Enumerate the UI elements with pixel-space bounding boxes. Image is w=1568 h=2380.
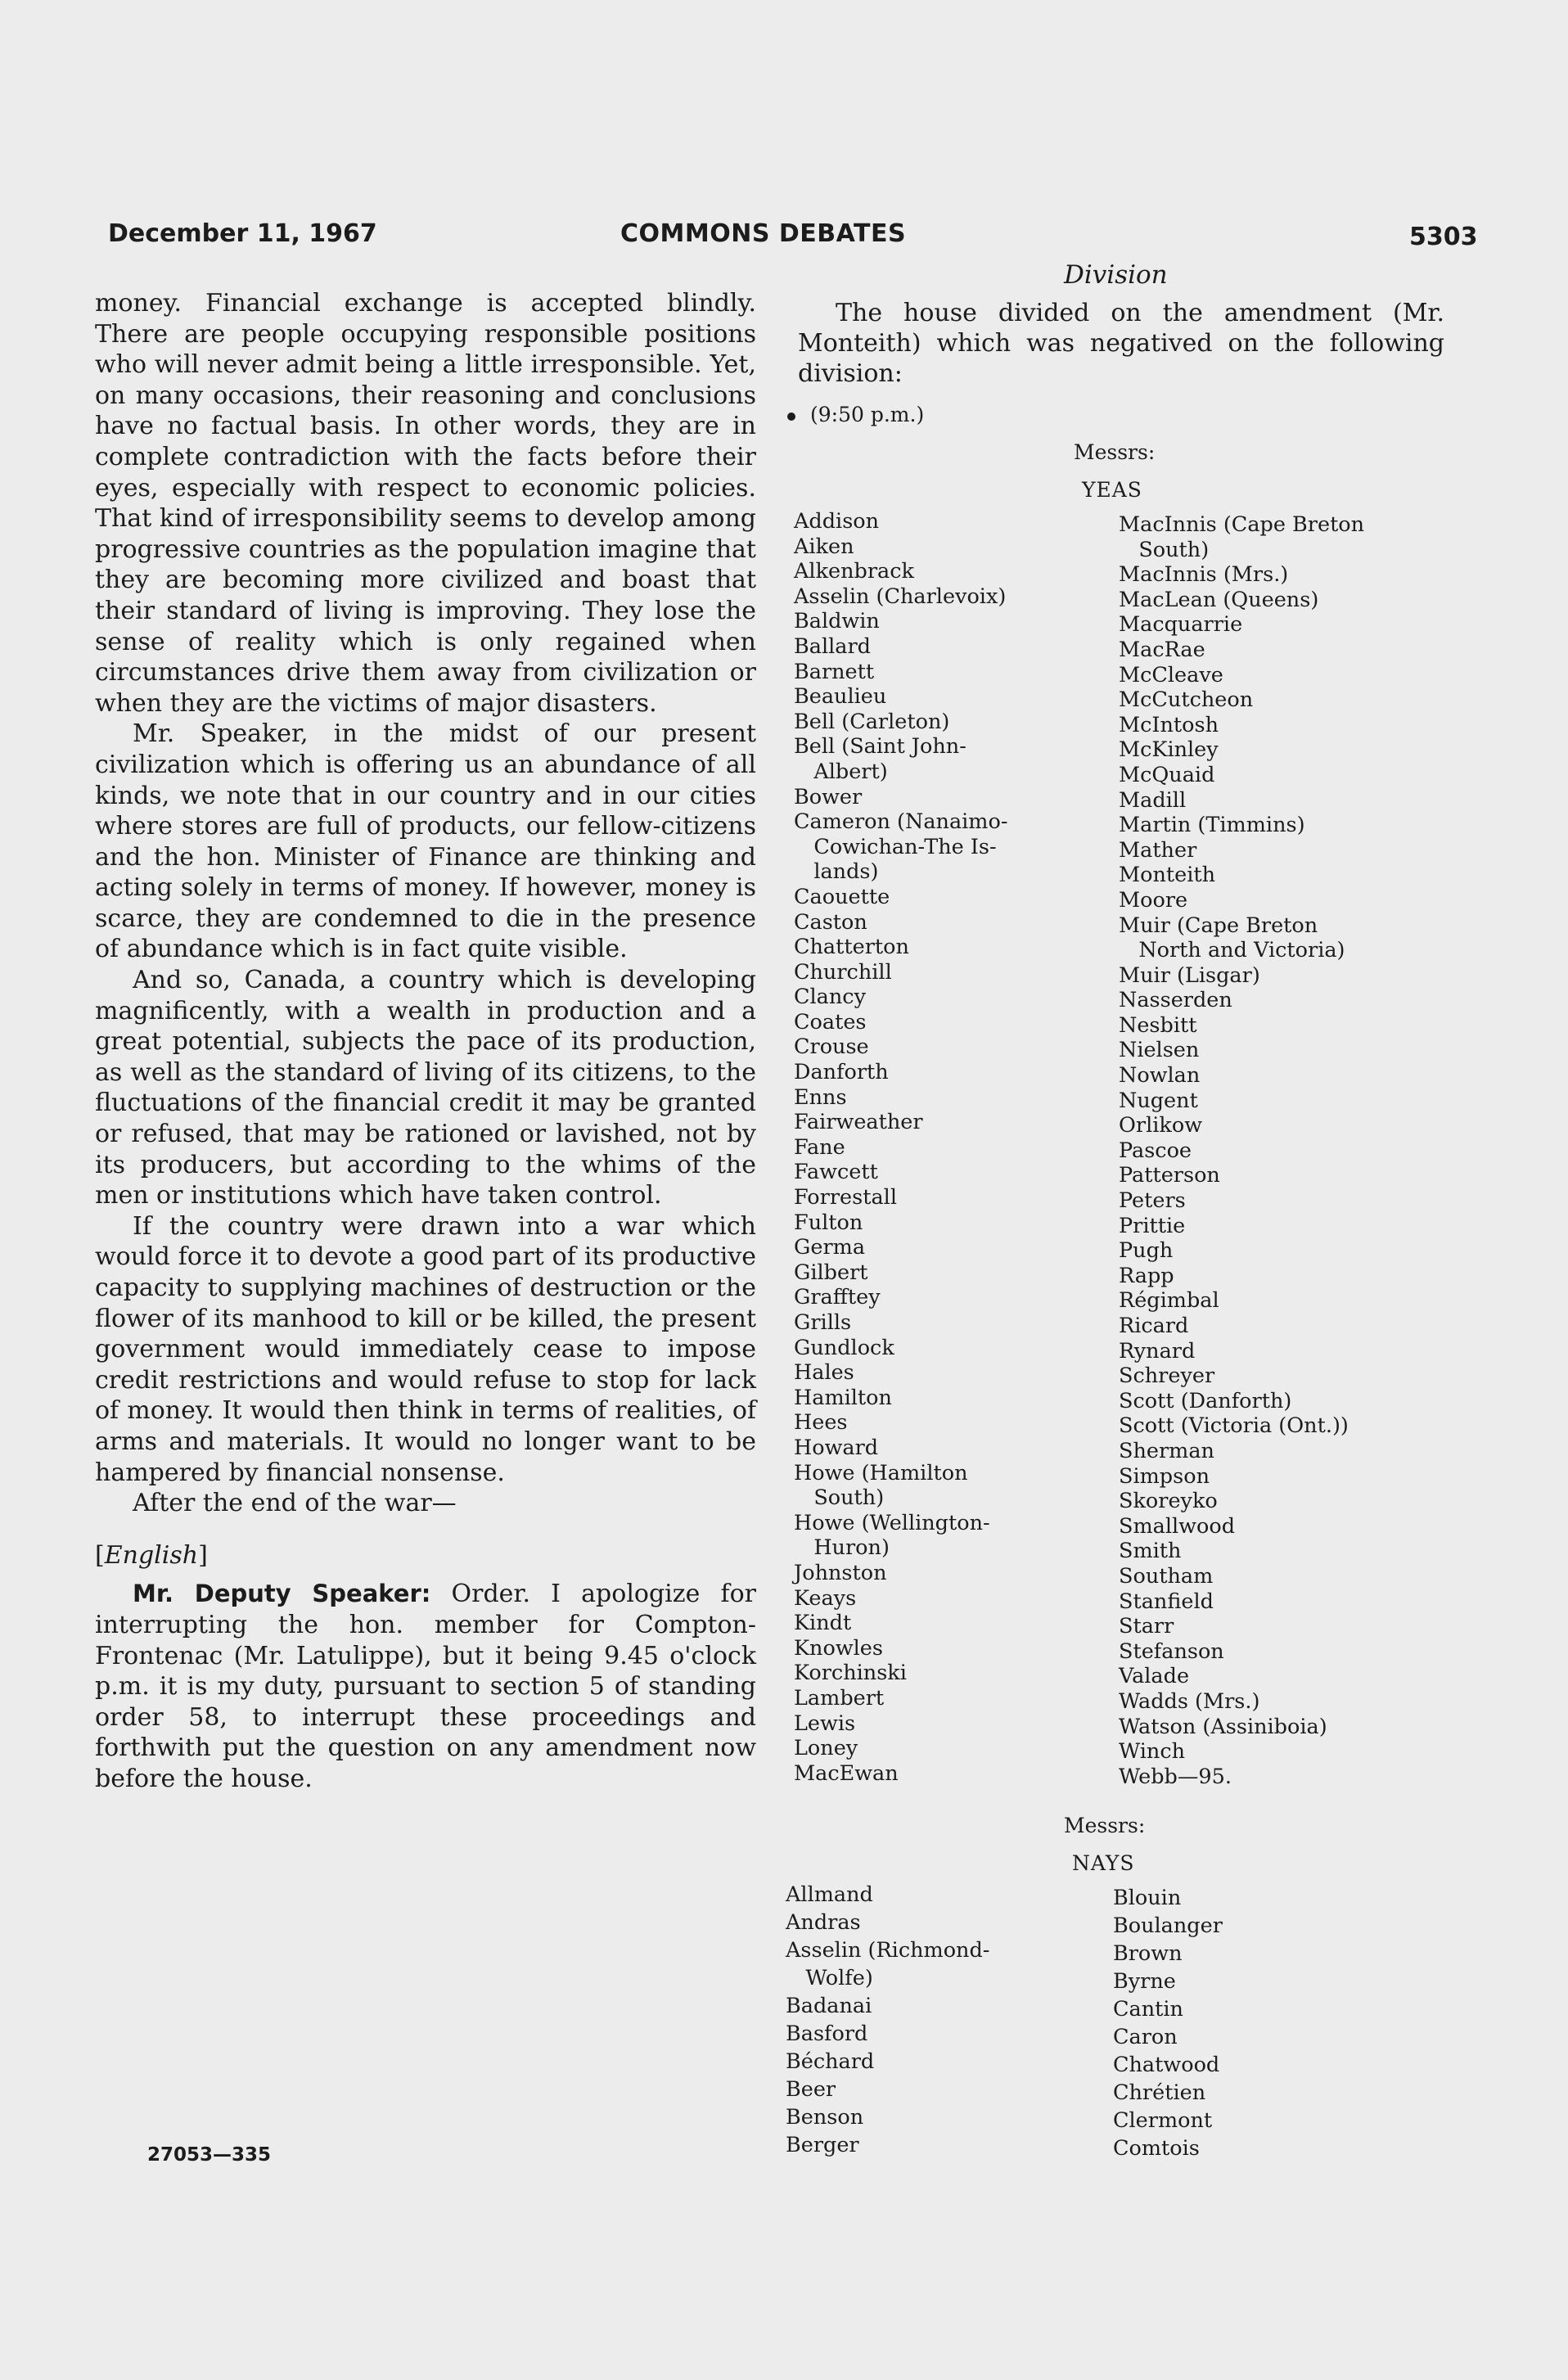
member-name: Baldwin [794,609,880,634]
member-name: Brown [1113,1941,1183,1966]
member-name: Simpson [1119,1463,1210,1489]
language-note: [English] [95,1540,208,1570]
member-name: Kindt [794,1611,852,1636]
member-name: Boulanger [1113,1913,1223,1938]
member-name: Caston [794,909,867,935]
member-name: Winch [1119,1739,1186,1765]
member-name: Hees [794,1410,848,1436]
member-name: Benson [786,2105,864,2130]
member-name: McCutcheon [1119,687,1254,713]
member-name: Nesbitt [1119,1012,1197,1038]
member-name: Allmand [786,1882,873,1907]
member-name: Bell (Carleton) [794,709,950,734]
member-name: Skoreyko [1119,1489,1218,1514]
member-name: MacEwan [794,1760,899,1786]
member-name: Howe (Hamilton [794,1460,968,1485]
member-name: Forrestall [794,1185,897,1210]
member-name: Monteith [1119,863,1216,888]
member-name: Nielsen [1119,1038,1200,1063]
nays-column-1 [786,1881,989,2159]
member-name: Caouette [794,884,890,909]
member-name: Barnett [794,659,875,684]
paragraph: money. Financial exchange is accepted blindly. There are people occupying responsible positions who will never admit being a little irresponsible. Yet, on many occasions, their reasoning and conclusions have no factual basis. In other words, they are in complete contradiction with the facts before their eyes, especially with respect to economic policies. That kind of irresponsibility seems to develop among progressive countries as the population imagine that they are becoming more civilized and boast that their standard of living is improving. They lose the sense of reality which is only regained when circumstances drive them away from civilization or when they are the victims of major disasters. [95,289,756,718]
member-name: Cantin [1113,1997,1183,2022]
member-name: Nugent [1119,1088,1198,1113]
member-name: Chatterton [794,935,909,960]
member-name: Danforth [794,1060,889,1085]
member-name: McIntosh [1119,712,1219,737]
division-title: Division [1064,260,1168,290]
header-date: December 11, 1967 [108,219,377,248]
member-name: Berger [786,2133,859,2157]
paragraph: After the end of the war— [133,1489,457,1518]
member-name: Mather [1119,837,1197,863]
member-name: Nowlan [1119,1063,1201,1089]
member-name: Schreyer [1119,1364,1215,1389]
member-name: North and Victoria) [1119,938,1345,963]
member-name: Watson (Assiniboia) [1119,1714,1327,1739]
member-name: South) [1119,537,1210,562]
member-name: MacLean (Queens) [1119,587,1319,612]
member-name: Albert) [794,759,888,784]
member-name: McQuaid [1119,762,1215,787]
member-name: McCleave [1119,662,1223,687]
member-name: Smallwood [1119,1513,1236,1539]
page-number: 5303 [1409,223,1478,251]
member-name: Grills [794,1310,852,1335]
member-name: Crouse [794,1034,869,1060]
member-name: Asselin (Richmond- [786,1938,990,1963]
member-name: Beer [786,2077,836,2102]
member-name: lands) [794,859,879,885]
division-intro: The house divided on the amendment (Mr. Monteith) which was negatived on the following division: [798,299,1444,388]
member-name: Stefanson [1119,1639,1224,1664]
speaker-text: Order. I apologize for interrupting the hon. member for Compton-Frontenac (Mr. Latulippe), but it being 9.45 o'clock p.m. it is my duty, pursuant to section 5 of standing order 58, to interrupt these proceedings and forthwith put the question on any amendment now before the house. [95,1580,757,1793]
nays-label: Messrs: [1064,1814,1146,1837]
yeas-label: Messrs: [1074,440,1156,464]
member-name: Keays [794,1585,857,1611]
yeas-column-1 [794,509,1007,1786]
member-name: Clermont [1113,2108,1213,2133]
member-name: Muir (Cape Breton [1119,913,1318,938]
member-name: Andras [786,1910,861,1935]
member-name: Germa [794,1235,866,1260]
member-name: Valade [1119,1664,1190,1689]
member-name: Wolfe) [786,1966,873,1990]
member-name: MacInnis (Cape Breton [1119,512,1365,537]
member-name: Macquarrie [1119,612,1243,638]
language-note-text: English [104,1540,199,1570]
yeas-heading: YEAS [1082,478,1142,502]
member-name: Howe (Wellington- [794,1510,990,1535]
member-name: Fulton [794,1210,863,1235]
member-name: Byrne [1113,1969,1176,1994]
member-name: Fane [794,1134,845,1160]
member-name: Gilbert [794,1260,868,1285]
member-name: Comtois [1113,2136,1200,2161]
member-name: Southam [1119,1563,1214,1589]
member-name: Asselin (Charlevoix) [794,584,1007,609]
member-name: South) [794,1485,885,1511]
member-name: Bower [794,784,863,809]
member-name: Gundlock [794,1335,894,1360]
member-name: Basford [786,2022,868,2046]
member-name: Alkenbrack [794,559,914,584]
member-name: Martin (Timmins) [1119,813,1305,838]
speaker-label: Mr. Deputy Speaker: [133,1580,431,1608]
member-name: Moore [1119,887,1188,913]
member-name: Rapp [1119,1263,1174,1288]
member-name: Scott (Victoria (Ont.)) [1119,1413,1349,1439]
footer-code: 27053—335 [147,2144,272,2166]
division-text [798,298,1444,389]
member-name: Chatwood [1113,2053,1220,2077]
member-name: Béchard [786,2049,875,2074]
member-name: Hamilton [794,1385,892,1410]
nays-heading: NAYS [1072,1851,1135,1875]
left-column-text [95,288,756,1795]
member-name: Sherman [1119,1438,1214,1463]
member-name: Wadds (Mrs.) [1119,1688,1260,1714]
bullet-icon [787,412,795,421]
member-name: Ricard [1119,1314,1189,1338]
member-name: Pugh [1119,1238,1174,1264]
member-name: Huron) [794,1535,890,1561]
member-name: Muir (Lisgar) [1119,962,1260,988]
header-title: COMMONS DEBATES [620,219,907,248]
division-time-text: (9:50 p.m.) [810,403,925,426]
paragraph: If the country were drawn into a war which would force it to devote a good part of its productive capacity to supplying machines of destruction or the flower of its manhood to kill or be killed, the present government would immediately cease to impose credit restrictions and would refuse to stop for lack of money. It would then think in terms of realities, of arms and materials. It would no longer want to be hampered by financial nonsense. [95,1211,756,1487]
member-name: Fairweather [794,1110,923,1135]
member-name: Addison [794,509,880,534]
member-name: Blouin [1113,1886,1182,1910]
member-name: Churchill [794,959,892,985]
member-name: Ballard [794,633,871,659]
member-name: Pascoe [1119,1138,1192,1163]
member-name: Caron [1113,2025,1178,2049]
member-name: Aiken [794,534,854,559]
member-name: Nasserden [1119,988,1232,1013]
member-name: Grafftey [794,1285,881,1310]
member-name: Prittie [1119,1213,1186,1238]
member-name: Loney [794,1736,858,1761]
paragraph: And so, Canada, a country which is developing magnificently, with a wealth in production and a great potential, subjects the pace of its production, as well as the standard of living of its citizens, to the fluctuations of the financial credit it may be granted or refused, that may be rationed or lavished, not by its producers, but according to the whims of the men or institutions which have taken control. [95,966,756,1210]
member-name: Cowichan-The Is- [794,834,997,859]
member-name: Johnston [794,1560,887,1585]
member-name: Korchinski [794,1661,907,1686]
member-name: Rynard [1119,1338,1196,1364]
member-name: Chrétien [1113,2080,1206,2105]
paragraph: Mr. Speaker, in the midst of our present civilization which is offering us an abundance of all kinds, we note that in our country and in our cities where stores are full of products, our fellow-citizens and the hon. Minister of Finance are thinking and acting solely in terms of money. If however, money is scarce, they are condemned to die in the presence of abundance which is in fact quite visible. [95,719,756,964]
member-name: Patterson [1119,1163,1220,1188]
member-name: Régimbal [1119,1288,1219,1314]
member-name: Knowles [794,1635,883,1661]
member-name: Fawcett [794,1160,878,1185]
member-name: Smith [1119,1539,1182,1564]
division-time [787,403,924,426]
member-name: Orlikow [1119,1113,1203,1138]
member-name: Hales [794,1360,854,1386]
member-name: Starr [1119,1614,1174,1639]
member-name: MacInnis (Mrs.) [1119,562,1289,588]
member-name: Bell (Saint John- [794,734,966,760]
member-name: Enns [794,1084,847,1110]
member-name: Badanai [786,1994,872,2018]
member-name: Lambert [794,1685,885,1711]
member-name: Lewis [794,1711,856,1736]
member-name: Howard [794,1435,879,1460]
speaker-paragraph [95,1579,756,1794]
member-name: Clancy [794,985,866,1010]
member-name: Peters [1119,1188,1186,1214]
member-name: Beaulieu [794,684,887,710]
member-name: Stanfield [1119,1589,1214,1614]
member-name: McKinley [1119,737,1219,763]
member-name: Webb—95. [1119,1764,1232,1789]
member-name: Coates [794,1009,867,1034]
nays-column-2 [1113,1884,1223,2162]
member-name: Madill [1119,787,1187,813]
member-name: Scott (Danforth) [1119,1388,1292,1413]
yeas-column-2 [1119,512,1364,1789]
member-name: MacRae [1119,637,1205,662]
member-name: Cameron (Nanaimo- [794,809,1008,835]
